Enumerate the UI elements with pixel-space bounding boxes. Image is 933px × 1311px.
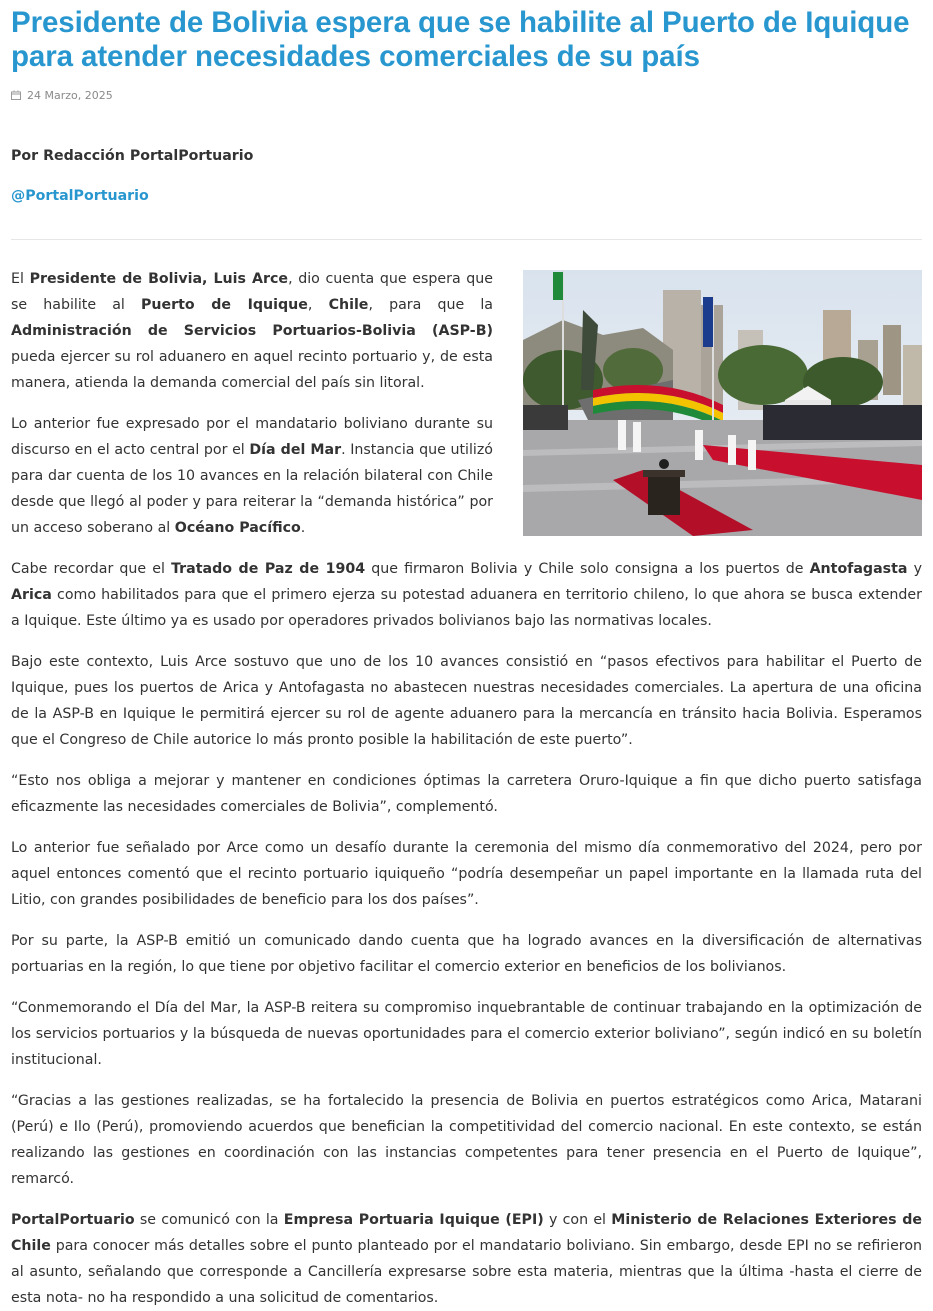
text-run: pueda ejercer su rol aduanero en aquel recinto portuario y, de esta manera, atienda la demanda comercial del país sin litoral. [11, 349, 493, 391]
text-run: como habilitados para que el primero ejerza su potestad aduanera en territorio chileno, lo que ahora se busca extender a Iquique. Este último ya es usado por operadores privados bolivianos bajo las normativas locales. [11, 587, 922, 629]
paragraph-7 [11, 928, 922, 980]
text-run: Cabe recordar que el [11, 561, 172, 577]
publish-date: 24 Marzo, 2025 [27, 88, 113, 102]
bold-text: Administración de Servicios Portuarios-Bolivia (ASP-B) [11, 323, 493, 339]
bold-text: Ministerio de Relaciones Exteriores de Chile [11, 1212, 923, 1254]
text-run: “Conmemorando el Día del Mar, la ASP-B reitera su compromiso inquebrantable de continuar trabajando en la optimización de los servicios portuarios y la búsqueda de nuevas oportunidades para el comercio exterior boliviano”, según indicó en su boletín institucional. [11, 1000, 922, 1068]
article-title: Presidente de Bolivia espera que se habilite al Puerto de Iquique para atender necesidades comerciales de su país [11, 6, 910, 73]
text-run: . Instancia que utilizó para dar cuenta de los 10 avances en la relación bilateral con Chile desde que llegó al poder y para reiterar la “demanda histórica” por un acceso soberano al [11, 442, 493, 536]
text-run: y con el [543, 1212, 612, 1228]
paragraph-8 [11, 995, 922, 1073]
text-run: se comunicó con la [134, 1212, 284, 1228]
bold-text: Puerto de Iquique [141, 297, 308, 313]
text-run: que firmaron Bolivia y Chile solo consigna a los puertos de [365, 561, 810, 577]
paragraph-6 [11, 835, 922, 913]
text-run: . [300, 520, 306, 536]
paragraph-5 [11, 768, 922, 820]
bold-text: Arica [11, 587, 52, 603]
date-row [11, 88, 922, 102]
text-run: El [11, 271, 30, 287]
bold-text: Presidente de Bolivia, Luis Arce [29, 271, 289, 287]
text-run: Lo anterior fue señalado por Arce como un desafío durante la ceremonia del mismo día conmemorativo del 2024, pero por aquel entonces comentó que el recinto portuario iquiqueño “podría desempeñar un papel importante en la llamada ruta del Litio, con grandes posibilidades de beneficio para los dos países”. [11, 840, 922, 908]
divider [11, 239, 922, 240]
text-run: para conocer más detalles sobre el punto planteado por el mandatario boliviano. Sin embargo, desde EPI no se refirieron al asunto, señalando que corresponde a Cancillería expresarse sobre esta materia, mientras que la última -hasta el cierre de esta nota- no ha respondido a una solicitud de comentarios. [11, 1238, 922, 1306]
text-run: “Esto nos obliga a mejorar y mantener en condiciones óptimas la carretera Oruro-Iquique a fin que dicho puerto satisfaga eficazmente las necesidades comerciales de Bolivia”, complementó. [11, 773, 922, 815]
text-run: , para que la [368, 297, 493, 313]
ceremony-photo-image [523, 270, 922, 536]
bold-text: Día del Mar [249, 442, 342, 458]
text-run: y [907, 561, 922, 577]
calendar-icon [11, 90, 21, 100]
paragraph-9 [11, 1088, 922, 1192]
bold-text: Tratado de Paz de 1904 [171, 561, 366, 577]
text-run: “Gracias a las gestiones realizadas, se ha fortalecido la presencia de Bolivia en puertos estratégicos como Arica, Matarani (Perú) e Ilo (Perú), promoviendo acuerdos que benefician la competitividad del comercio nacional. En este contexto, se están realizando las gestiones en coordinación con las instancias competentes para tener presencia en el Puerto de Iquique”, remarcó. [11, 1093, 922, 1187]
bold-text: Océano Pacífico [174, 520, 301, 536]
article-photo [523, 270, 922, 536]
text-run: , dio cuenta que espera que se habilite al [11, 271, 494, 313]
bold-text: Chile [328, 297, 369, 313]
bold-text: PortalPortuario [11, 1212, 135, 1228]
bold-text: Empresa Portuaria Iquique (EPI) [283, 1212, 544, 1228]
article-body [11, 266, 922, 1311]
twitter-handle-link[interactable]: @PortalPortuario [11, 188, 149, 204]
text-run: Por su parte, la ASP-B emitió un comunicado dando cuenta que ha logrado avances en la diversificación de alternativas portuarias en la región, lo que tiene por objetivo facilitar el comercio exterior en beneficios de los bolivianos. [11, 933, 922, 975]
text-run: Lo anterior fue expresado por el mandatario boliviano durante su discurso en el acto central por el [11, 416, 493, 458]
bold-text: Antofagasta [809, 561, 908, 577]
byline: Por Redacción PortalPortuario [11, 148, 254, 164]
paragraph-4 [11, 649, 922, 753]
paragraph-3 [11, 556, 922, 634]
text-run: , [307, 297, 329, 313]
paragraph-10 [11, 1207, 922, 1311]
text-run: Bajo este contexto, Luis Arce sostuvo que uno de los 10 avances consistió en “pasos efectivos para habilitar el Puerto de Iquique, pues los puertos de Arica y Antofagasta no abastecen nuestras necesidades comerciales. La apertura de una oficina de la ASP-B en Iquique le permitirá ejercer su rol de agente aduanero para la mercancía en tránsito hacia Bolivia. Esperamos que el Congreso de Chile autorice lo más pronto posible la habilitación de este puerto”. [11, 654, 922, 748]
